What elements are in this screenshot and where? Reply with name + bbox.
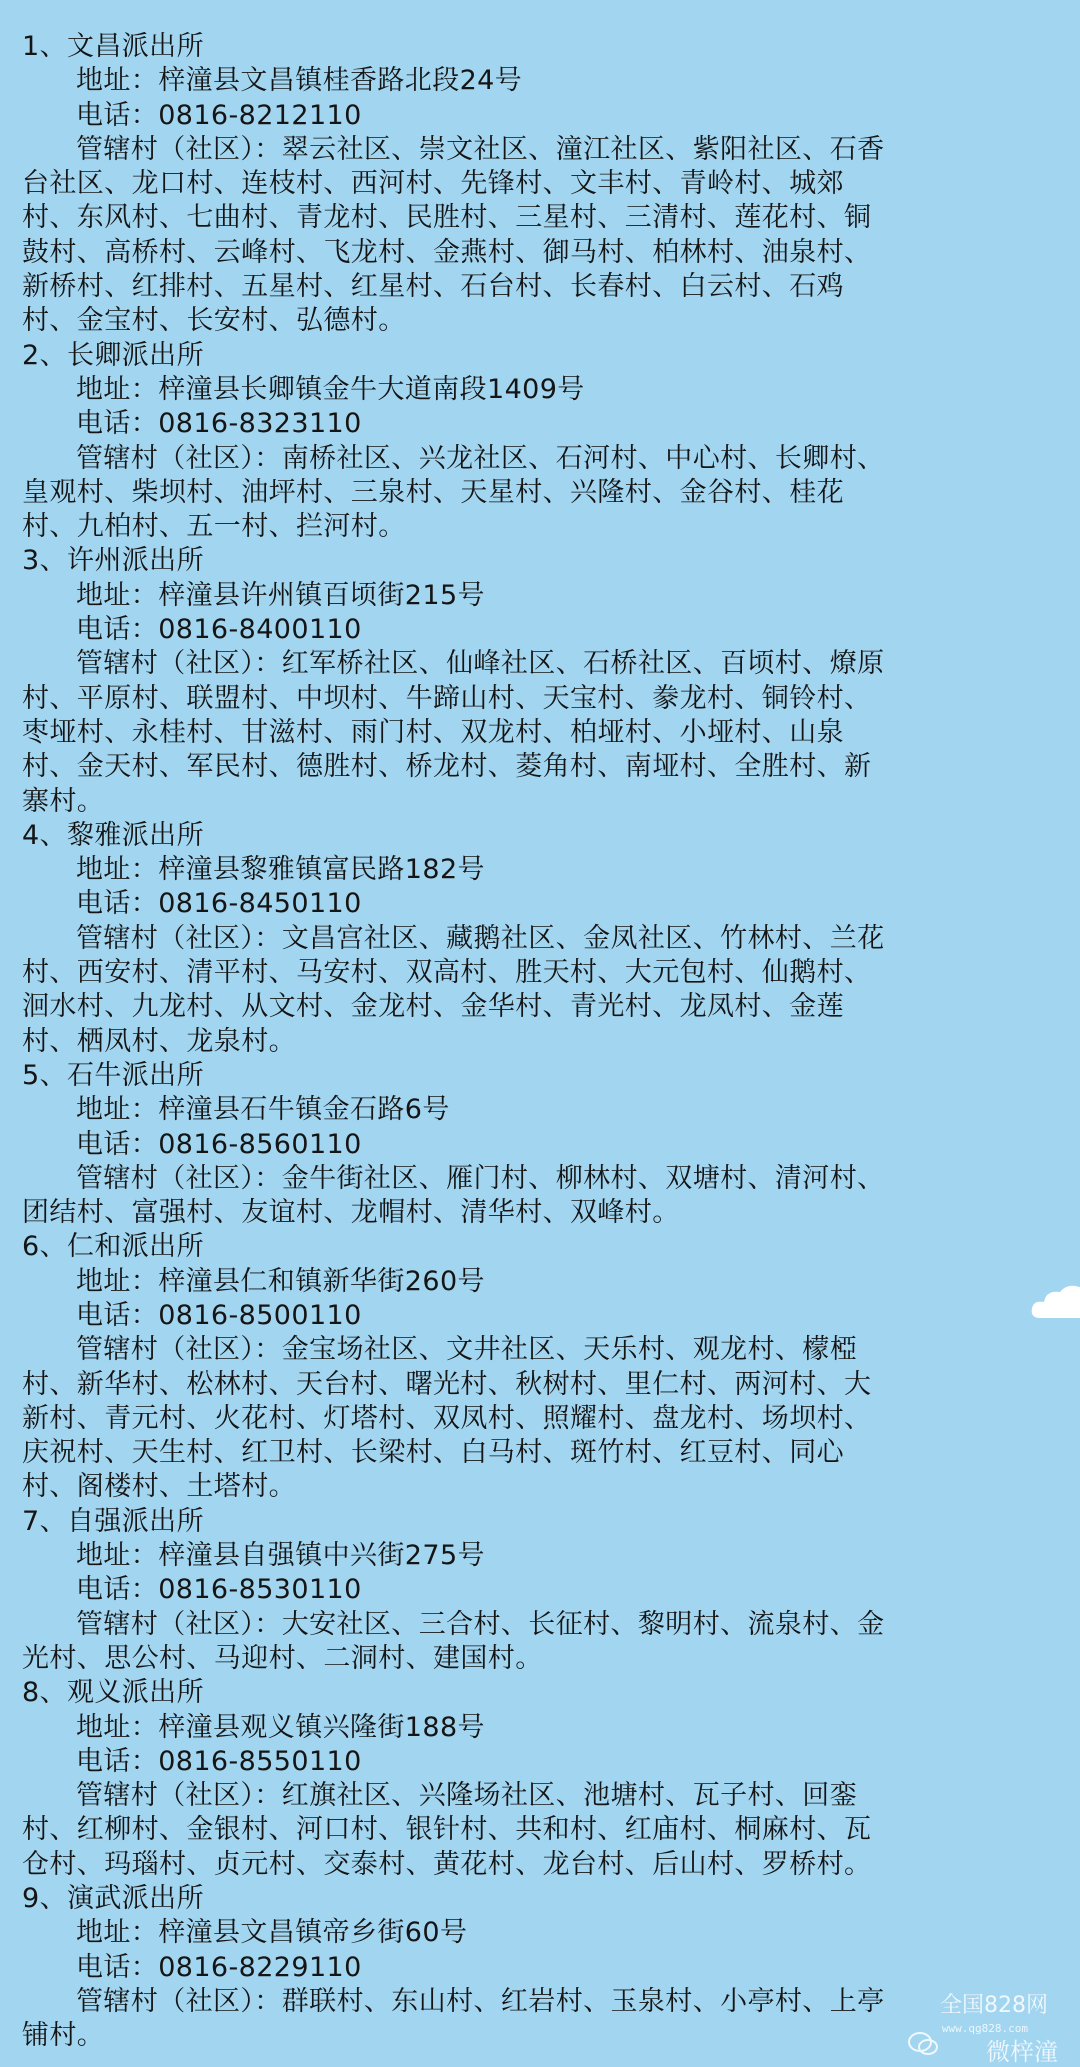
- jurisdiction-line: 村、平原村、联盟村、中坝村、牛蹄山村、天宝村、豢龙村、铜铃村、: [22, 682, 872, 714]
- police-station-entry: [22, 30, 1062, 339]
- jurisdiction-line: 村、九柏村、五一村、拦河村。: [22, 511, 406, 543]
- station-phone: 电话：0816-8323110: [76, 408, 362, 440]
- jurisdiction-line: 管辖村（社区）：大安社区、三合村、长征村、黎明村、流泉村、金: [76, 1608, 885, 1640]
- jurisdiction-line: 管辖村（社区）：南桥社区、兴龙社区、石河村、中心村、长卿村、: [76, 442, 885, 474]
- jurisdiction-line: 寨村。: [22, 785, 105, 817]
- station-phone: 电话：0816-8400110: [76, 614, 362, 646]
- document-body: [22, 30, 1062, 2054]
- police-station-entry: [22, 339, 1062, 545]
- police-station-entry: [22, 544, 1062, 818]
- jurisdiction-line: 鼓村、高桥村、云峰村、飞龙村、金燕村、御马村、柏林村、油泉村、: [22, 236, 872, 268]
- station-address: 地址：梓潼县文昌镇桂香路北段24号: [76, 65, 523, 97]
- station-phone: 电话：0816-8530110: [76, 1574, 362, 1606]
- station-title: 6、仁和派出所: [22, 1231, 204, 1263]
- watermark-site: 全国828网: [940, 1993, 1048, 2018]
- watermark-url: www.qg828.com: [941, 2022, 1028, 2035]
- jurisdiction-line: 管辖村（社区）：红旗社区、兴隆场社区、池塘村、瓦子村、回銮: [76, 1780, 858, 1812]
- station-address: 地址：梓潼县观义镇兴隆街188号: [76, 1711, 485, 1743]
- jurisdiction-line: 洄水村、九龙村、从文村、金龙村、金华村、青光村、龙凤村、金莲: [22, 991, 844, 1023]
- police-station-entry: [22, 1676, 1062, 1882]
- jurisdiction-line: 村、金天村、军民村、德胜村、桥龙村、菱角村、南垭村、全胜村、新: [22, 751, 872, 783]
- jurisdiction-line: 光村、思公村、马迎村、二洞村、建国村。: [22, 1642, 543, 1674]
- station-address: 地址：梓潼县石牛镇金石路6号: [76, 1094, 450, 1126]
- station-title: 4、黎雅派出所: [22, 819, 204, 851]
- police-station-entry: [22, 1882, 1062, 2053]
- station-jurisdiction: [22, 647, 1062, 818]
- jurisdiction-line: 管辖村（社区）：金牛街社区、雁门村、柳林村、双塘村、清河村、: [76, 1162, 885, 1194]
- station-address: 地址：梓潼县文昌镇帝乡街60号: [76, 1917, 468, 1949]
- station-title: 2、长卿派出所: [22, 339, 204, 371]
- station-title: 3、许州派出所: [22, 545, 204, 577]
- watermark-account: 微梓潼: [986, 2038, 1058, 2066]
- station-address: 地址：梓潼县自强镇中兴街275号: [76, 1540, 485, 1572]
- station-jurisdiction: [22, 1779, 1062, 1882]
- station-jurisdiction: [22, 442, 1062, 545]
- jurisdiction-line: 仓村、玛瑙村、贞元村、交泰村、黄花村、龙台村、后山村、罗桥村。: [22, 1848, 872, 1880]
- jurisdiction-line: 新村、青元村、火花村、灯塔村、双凤村、照耀村、盘龙村、场坝村、: [22, 1402, 872, 1434]
- station-address: 地址：梓潼县黎雅镇富民路182号: [76, 854, 485, 886]
- station-title: 5、石牛派出所: [22, 1059, 204, 1091]
- station-title: 7、自强派出所: [22, 1505, 204, 1537]
- jurisdiction-line: 村、阁楼村、土塔村。: [22, 1471, 296, 1503]
- jurisdiction-line: 皇观村、柴坝村、油坪村、三泉村、天星村、兴隆村、金谷村、桂花: [22, 476, 844, 508]
- jurisdiction-line: 庆祝村、天生村、红卫村、长梁村、白马村、斑竹村、红豆村、同心: [22, 1437, 844, 1469]
- jurisdiction-line: 村、栖凤村、龙泉村。: [22, 1025, 296, 1057]
- jurisdiction-line: 台社区、龙口村、连枝村、西河村、先锋村、文丰村、青岭村、城郊: [22, 168, 844, 200]
- cloud-decoration: [1030, 1280, 1080, 1320]
- station-title: 8、观义派出所: [22, 1677, 204, 1709]
- jurisdiction-line: 村、西安村、清平村、马安村、双高村、胜天村、大元包村、仙鹅村、: [22, 957, 872, 989]
- station-jurisdiction: [22, 1333, 1062, 1504]
- station-phone: 电话：0816-8500110: [76, 1299, 362, 1331]
- jurisdiction-line: 枣垭村、永桂村、甘滋村、雨门村、双龙村、柏垭村、小垭村、山泉: [22, 716, 844, 748]
- watermark: [908, 1991, 1058, 2066]
- station-address: 地址：梓潼县长卿镇金牛大道南段1409号: [76, 373, 585, 405]
- jurisdiction-line: 管辖村（社区）：红军桥社区、仙峰社区、石桥社区、百顷村、燎原: [76, 648, 885, 680]
- wechat-icon: [908, 2031, 938, 2057]
- station-phone: 电话：0816-8550110: [76, 1745, 362, 1777]
- station-phone: 电话：0816-8229110: [76, 1951, 362, 1983]
- station-phone: 电话：0816-8212110: [76, 99, 362, 131]
- station-address: 地址：梓潼县许州镇百顷街215号: [76, 579, 485, 611]
- station-jurisdiction: [22, 1608, 1062, 1677]
- jurisdiction-line: 村、红柳村、金银村、河口村、银针村、共和村、红庙村、桐麻村、瓦: [22, 1814, 872, 1846]
- jurisdiction-line: 管辖村（社区）：文昌宫社区、藏鹅社区、金凤社区、竹林村、兰花: [76, 922, 885, 954]
- station-jurisdiction: [22, 1162, 1062, 1231]
- jurisdiction-line: 新桥村、红排村、五星村、红星村、石台村、长春村、白云村、石鸡: [22, 271, 844, 303]
- police-station-entry: [22, 1230, 1062, 1504]
- police-station-entry: [22, 1059, 1062, 1230]
- jurisdiction-line: 铺村。: [22, 2020, 105, 2052]
- station-phone: 电话：0816-8450110: [76, 888, 362, 920]
- police-station-entry: [22, 1505, 1062, 1676]
- station-address: 地址：梓潼县仁和镇新华街260号: [76, 1265, 485, 1297]
- jurisdiction-line: 管辖村（社区）：群联村、东山村、红岩村、玉泉村、小亭村、上亭: [76, 1985, 885, 2017]
- station-jurisdiction: [22, 133, 1062, 339]
- police-station-entry: [22, 819, 1062, 1059]
- jurisdiction-line: 村、金宝村、长安村、弘德村。: [22, 305, 406, 337]
- station-phone: 电话：0816-8560110: [76, 1128, 362, 1160]
- jurisdiction-line: 团结村、富强村、友谊村、龙帽村、清华村、双峰村。: [22, 1197, 680, 1229]
- station-jurisdiction: [22, 922, 1062, 1059]
- station-title: 9、演武派出所: [22, 1883, 204, 1915]
- station-title: 1、文昌派出所: [22, 31, 204, 62]
- jurisdiction-line: 管辖村（社区）：金宝场社区、文井社区、天乐村、观龙村、檬椏: [76, 1334, 858, 1366]
- jurisdiction-line: 村、东风村、七曲村、青龙村、民胜村、三星村、三清村、莲花村、铜: [22, 202, 872, 234]
- station-jurisdiction: [22, 1985, 1062, 2054]
- jurisdiction-line: 管辖村（社区）：翠云社区、崇文社区、潼江社区、紫阳社区、石香: [76, 133, 885, 165]
- jurisdiction-line: 村、新华村、松林村、天台村、曙光村、秋树村、里仁村、两河村、大: [22, 1368, 872, 1400]
